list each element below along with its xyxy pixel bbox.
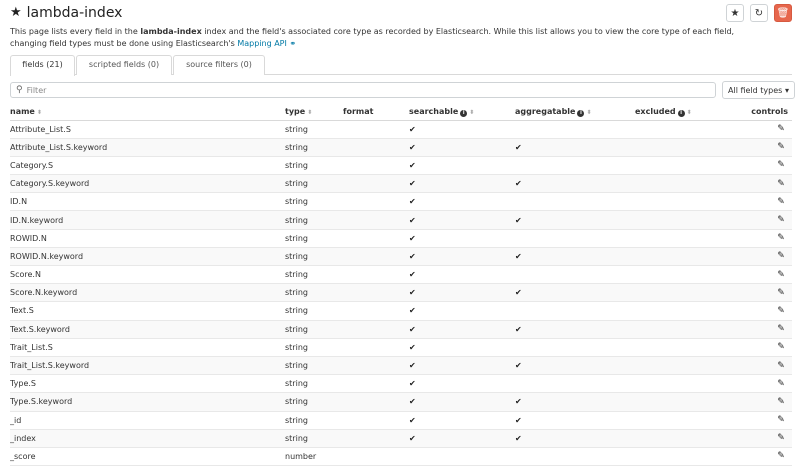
pencil-icon[interactable]: ✎	[777, 360, 785, 371]
field-format-cell	[343, 266, 409, 284]
excluded-cell	[635, 193, 725, 211]
excluded-cell	[635, 302, 725, 320]
field-name-cell: ROWID.N.keyword	[10, 247, 285, 265]
field-name-cell: Type.S.keyword	[10, 393, 285, 411]
searchable-check: ✔	[409, 211, 515, 229]
controls-cell	[725, 247, 792, 265]
searchable-check: ✔	[409, 193, 515, 211]
searchable-check: ✔	[409, 156, 515, 174]
excluded-cell	[635, 211, 725, 229]
pencil-icon[interactable]: ✎	[777, 415, 785, 426]
aggregatable-check: ✔	[515, 411, 635, 429]
field-format-cell	[343, 429, 409, 447]
field-type-cell: string	[285, 156, 343, 174]
field-type-cell: string	[285, 175, 343, 193]
table-row	[10, 156, 792, 174]
aggregatable-check	[515, 447, 635, 465]
searchable-check: ✔	[409, 229, 515, 247]
table-row	[10, 393, 792, 411]
table-row	[10, 411, 792, 429]
caret-down-icon: ▾	[784, 85, 789, 95]
aggregatable-check: ✔	[515, 284, 635, 302]
field-type-cell: string	[285, 211, 343, 229]
controls-cell	[725, 156, 792, 174]
description-text: index and the field's associated core type as recorded by Elasticsearch. While this list allows you to view the core type of each field, changing field types must be done using Elasticsearch's	[10, 27, 735, 48]
field-type-cell: string	[285, 411, 343, 429]
header-actions	[726, 4, 792, 22]
field-format-cell	[343, 229, 409, 247]
aggregatable-check: ✔	[515, 211, 635, 229]
sort-icon: ⬍	[307, 109, 313, 117]
controls-cell	[725, 266, 792, 284]
field-type-cell: string	[285, 375, 343, 393]
star-icon: ★	[730, 7, 740, 19]
pencil-icon[interactable]: ✎	[777, 396, 785, 407]
aggregatable-check: ✔	[515, 356, 635, 374]
field-format-cell	[343, 211, 409, 229]
field-name-cell: _id	[10, 411, 285, 429]
field-type-cell: string	[285, 193, 343, 211]
external-link-icon: ⚭	[286, 38, 297, 48]
controls-cell	[725, 338, 792, 356]
field-format-cell	[343, 120, 409, 138]
field-type-cell: string	[285, 284, 343, 302]
pencil-icon[interactable]: ✎	[777, 269, 785, 280]
filter-placeholder: Filter	[26, 85, 47, 95]
field-format-cell	[343, 284, 409, 302]
table-row	[10, 120, 792, 138]
aggregatable-check: ✔	[515, 247, 635, 265]
field-name-cell: Score.N	[10, 266, 285, 284]
pencil-icon[interactable]: ✎	[777, 233, 785, 244]
excluded-cell	[635, 266, 725, 284]
field-format-cell	[343, 156, 409, 174]
pencil-icon[interactable]: ✎	[777, 196, 785, 207]
field-name-cell: Category.S.keyword	[10, 175, 285, 193]
index-title: lambda-index	[26, 5, 123, 21]
aggregatable-check: ✔	[515, 320, 635, 338]
field-format-cell	[343, 338, 409, 356]
table-row	[10, 429, 792, 447]
pencil-icon[interactable]: ✎	[777, 160, 785, 171]
field-type-select[interactable]	[722, 81, 795, 99]
field-type-cell: string	[285, 356, 343, 374]
searchable-check: ✔	[409, 247, 515, 265]
trash-icon: 🗑	[776, 7, 790, 19]
searchable-check: ✔	[409, 338, 515, 356]
aggregatable-check: ✔	[515, 429, 635, 447]
field-type-cell: string	[285, 229, 343, 247]
filter-input[interactable]	[10, 82, 716, 98]
excluded-cell	[635, 429, 725, 447]
field-name-cell: ID.N	[10, 193, 285, 211]
controls-cell	[725, 447, 792, 465]
field-name-cell: Text.S	[10, 302, 285, 320]
controls-cell	[725, 120, 792, 138]
excluded-cell	[635, 247, 725, 265]
field-format-cell	[343, 193, 409, 211]
table-row	[10, 266, 792, 284]
column-header-aggregatable[interactable]: aggregatable i ⬍	[515, 104, 635, 120]
description-index-name: lambda-index	[140, 27, 202, 36]
aggregatable-check: ✔	[515, 175, 635, 193]
aggregatable-check	[515, 156, 635, 174]
searchable-check	[409, 447, 515, 465]
searchable-check: ✔	[409, 320, 515, 338]
field-type-cell: string	[285, 320, 343, 338]
star-icon: ★	[10, 5, 22, 20]
table-row	[10, 375, 792, 393]
aggregatable-check	[515, 229, 635, 247]
table-row	[10, 175, 792, 193]
tab-fields[interactable]: fields (21)	[10, 55, 75, 76]
excluded-cell	[635, 284, 725, 302]
page-header	[10, 4, 792, 24]
field-name-cell: Type.S	[10, 375, 285, 393]
tab-source-filters[interactable]: source filters (0)	[173, 55, 265, 75]
excluded-cell	[635, 138, 725, 156]
aggregatable-check	[515, 193, 635, 211]
field-format-cell	[343, 320, 409, 338]
searchable-check: ✔	[409, 393, 515, 411]
table-row	[10, 302, 792, 320]
pencil-icon[interactable]: ✎	[777, 215, 785, 226]
info-icon: i	[678, 110, 685, 117]
field-name-cell: Attribute_List.S	[10, 120, 285, 138]
controls-cell	[725, 229, 792, 247]
excluded-cell	[635, 411, 725, 429]
aggregatable-check	[515, 120, 635, 138]
table-row	[10, 247, 792, 265]
tab-scripted-fields[interactable]: scripted fields (0)	[76, 55, 172, 75]
sort-icon: ⬍	[36, 109, 42, 117]
mapping-api-link[interactable]: Mapping API	[237, 38, 287, 48]
tab-bar	[10, 55, 792, 75]
excluded-cell	[635, 447, 725, 465]
searchable-check: ✔	[409, 138, 515, 156]
aggregatable-check: ✔	[515, 138, 635, 156]
pencil-icon[interactable]: ✎	[777, 305, 785, 316]
searchable-check: ✔	[409, 175, 515, 193]
field-type-cell: string	[285, 302, 343, 320]
excluded-cell	[635, 229, 725, 247]
table-row	[10, 447, 792, 465]
column-header-searchable[interactable]: searchable i ⬍	[409, 104, 515, 120]
search-icon: ⚲	[16, 85, 23, 95]
table-row	[10, 229, 792, 247]
table-row	[10, 138, 792, 156]
field-name-cell: ROWID.N	[10, 229, 285, 247]
aggregatable-check	[515, 266, 635, 284]
field-name-cell: _index	[10, 429, 285, 447]
pencil-icon[interactable]: ✎	[777, 324, 785, 335]
field-format-cell	[343, 247, 409, 265]
sort-icon: ⬍	[586, 108, 592, 116]
sort-icon: ⬍	[686, 108, 692, 116]
info-icon: i	[460, 110, 467, 117]
field-format-cell	[343, 393, 409, 411]
controls-cell	[725, 302, 792, 320]
excluded-cell	[635, 156, 725, 174]
pencil-icon[interactable]: ✎	[777, 451, 785, 462]
set-default-button[interactable]	[726, 4, 744, 22]
controls-cell	[725, 211, 792, 229]
field-name-cell: Category.S	[10, 156, 285, 174]
fields-table	[10, 104, 792, 466]
controls-cell	[725, 320, 792, 338]
pencil-icon[interactable]: ✎	[777, 378, 785, 389]
column-header-controls: controls	[725, 104, 792, 120]
info-icon: i	[577, 110, 584, 117]
column-header-excluded[interactable]: excluded i ⬍	[635, 104, 725, 120]
controls-cell	[725, 375, 792, 393]
controls-cell	[725, 411, 792, 429]
table-row	[10, 356, 792, 374]
field-format-cell	[343, 138, 409, 156]
sort-icon: ⬍	[469, 108, 475, 116]
pencil-icon[interactable]: ✎	[777, 342, 785, 353]
excluded-cell	[635, 120, 725, 138]
controls-cell	[725, 175, 792, 193]
field-name-cell: ID.N.keyword	[10, 211, 285, 229]
pencil-icon[interactable]: ✎	[777, 124, 785, 135]
searchable-check: ✔	[409, 375, 515, 393]
page-title	[10, 4, 122, 22]
field-type-cell: string	[285, 247, 343, 265]
field-type-cell: string	[285, 138, 343, 156]
field-type-cell: string	[285, 120, 343, 138]
refresh-icon: ↻	[754, 7, 764, 19]
searchable-check: ✔	[409, 411, 515, 429]
column-header-type[interactable]: type ⬍	[285, 104, 343, 120]
page-description	[10, 26, 750, 49]
field-name-cell: Trait_List.S	[10, 338, 285, 356]
excluded-cell	[635, 356, 725, 374]
field-type-cell: string	[285, 338, 343, 356]
field-format-cell	[343, 356, 409, 374]
delete-index-button[interactable]	[774, 4, 792, 22]
field-format-cell	[343, 175, 409, 193]
searchable-check: ✔	[409, 120, 515, 138]
searchable-check: ✔	[409, 284, 515, 302]
field-name-cell: _score	[10, 447, 285, 465]
searchable-check: ✔	[409, 429, 515, 447]
controls-cell	[725, 138, 792, 156]
column-header-name[interactable]: name ⬍	[10, 104, 285, 120]
controls-cell	[725, 429, 792, 447]
field-type-cell: number	[285, 447, 343, 465]
field-name-cell: Attribute_List.S.keyword	[10, 138, 285, 156]
searchable-check: ✔	[409, 356, 515, 374]
field-type-value: All field types	[728, 85, 783, 95]
aggregatable-check: ✔	[515, 393, 635, 411]
table-row	[10, 193, 792, 211]
pencil-icon[interactable]: ✎	[777, 433, 785, 444]
table-row	[10, 320, 792, 338]
table-header-row	[10, 104, 792, 120]
pencil-icon[interactable]: ✎	[777, 287, 785, 298]
field-format-cell	[343, 447, 409, 465]
searchable-check: ✔	[409, 302, 515, 320]
description-text: This page lists every field in the	[10, 27, 141, 36]
table-row	[10, 211, 792, 229]
column-header-format: format	[343, 104, 409, 120]
excluded-cell	[635, 375, 725, 393]
field-type-cell: string	[285, 429, 343, 447]
pencil-icon[interactable]: ✎	[777, 251, 785, 262]
table-row	[10, 338, 792, 356]
table-row	[10, 284, 792, 302]
field-name-cell: Trait_List.S.keyword	[10, 356, 285, 374]
aggregatable-check	[515, 302, 635, 320]
excluded-cell	[635, 175, 725, 193]
pencil-icon[interactable]: ✎	[777, 142, 785, 153]
refresh-button[interactable]	[750, 4, 768, 22]
searchable-check: ✔	[409, 266, 515, 284]
field-name-cell: Text.S.keyword	[10, 320, 285, 338]
excluded-cell	[635, 320, 725, 338]
field-type-cell: string	[285, 266, 343, 284]
field-name-cell: Score.N.keyword	[10, 284, 285, 302]
controls-cell	[725, 193, 792, 211]
field-format-cell	[343, 302, 409, 320]
controls-cell	[725, 393, 792, 411]
pencil-icon[interactable]: ✎	[777, 178, 785, 189]
field-format-cell	[343, 411, 409, 429]
controls-cell	[725, 356, 792, 374]
aggregatable-check	[515, 375, 635, 393]
field-format-cell	[343, 375, 409, 393]
excluded-cell	[635, 338, 725, 356]
aggregatable-check	[515, 338, 635, 356]
field-type-cell: string	[285, 393, 343, 411]
excluded-cell	[635, 393, 725, 411]
controls-cell	[725, 284, 792, 302]
